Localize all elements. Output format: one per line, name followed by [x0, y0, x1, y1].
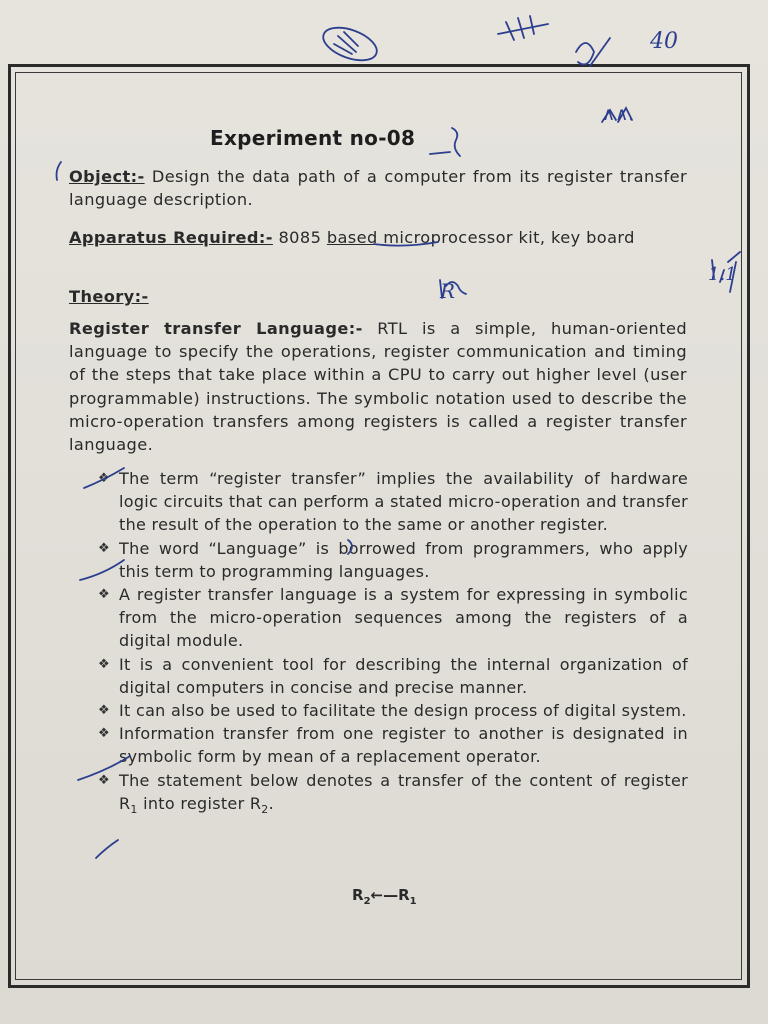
diamond-dots-icon: ❖ — [98, 656, 110, 672]
list-item: ❖ The term “register transfer” implies the availability of hardware logic circuits that can perform a stated micro-operation and transfer the result of the operation to the same or another register. — [98, 469, 688, 535]
list-item: ❖ A register transfer language is a system for expressing in symbolic from the micro-operation sequences among the registers of a digital module. — [98, 585, 688, 651]
pen-mark — [348, 540, 352, 554]
page-title: Experiment no-08 — [210, 126, 416, 150]
list-item: ❖ The word “Language” is borrowed from programmers, who apply this term to programming languages. — [98, 538, 688, 581]
apparatus-text-post: microprocessor kit, key board — [377, 228, 635, 247]
pen-mark — [57, 162, 62, 180]
pen-check — [84, 468, 124, 488]
rtl-text: RTL is a simple, human-oriented language to specify the operations, register communication and timing of the steps that take place within a CPU to carry out higher level (user programmable) instructions. The symbolic notation used to describe the micro-operation transfers among registers is called a register transfer language. — [69, 319, 688, 455]
pen-underline — [374, 242, 438, 246]
object-text: Design the data path of a computer from its register transfer language description. — [69, 167, 687, 210]
left-arrow-icon: ←— — [370, 886, 399, 904]
handwritten-margin: 1.1 — [708, 264, 737, 285]
object-label: Object:- — [69, 167, 145, 186]
pen-check — [78, 756, 130, 780]
diamond-dots-icon: ❖ — [98, 540, 110, 556]
list-item: ❖ The statement below denotes a transfer of the content of register $R_1$ into register $R_2$. — [98, 770, 688, 817]
apparatus-label: Apparatus Required:- — [69, 228, 273, 247]
diamond-dots-icon: ❖ — [98, 587, 110, 603]
pen-scribble — [334, 32, 358, 54]
diamond-dots-icon: ❖ — [98, 703, 110, 719]
apparatus-underlined: based — [326, 228, 378, 247]
pen-scribble-circle — [319, 21, 381, 66]
list-item: ❖ Information transfer from one register to another is designated in symbolic form by mean of a replacement operator. — [98, 724, 688, 767]
pen-scribble — [576, 38, 610, 66]
handwritten-mid: R — [440, 279, 456, 303]
pen-scribble — [498, 16, 548, 40]
handwritten-marks: ∧∧. — [602, 104, 635, 125]
theory-label: Theory:- — [69, 287, 149, 306]
diamond-dots-icon: ❖ — [98, 471, 110, 486]
pen-underline — [430, 152, 450, 154]
transfer-formula: $R_2\leftarrow—R_1$ — [352, 886, 417, 907]
pen-check — [80, 560, 124, 580]
list-item: ❖ It is a convenient tool for describing the internal organization of digital computers in concise and precise manner. — [98, 654, 688, 697]
diamond-dots-icon: ❖ — [98, 726, 110, 742]
handwritten-top-right: 40 — [650, 29, 678, 54]
apparatus-text-pre: 8085 — [272, 228, 327, 247]
rtl-label: Register transfer Language:- — [69, 319, 363, 338]
pen-scribble — [452, 128, 460, 156]
list-item: ❖ It can also be used to facilitate the design process of digital system. — [98, 699, 688, 722]
diamond-dots-icon: ❖ — [98, 772, 110, 788]
pen-check — [96, 840, 118, 858]
